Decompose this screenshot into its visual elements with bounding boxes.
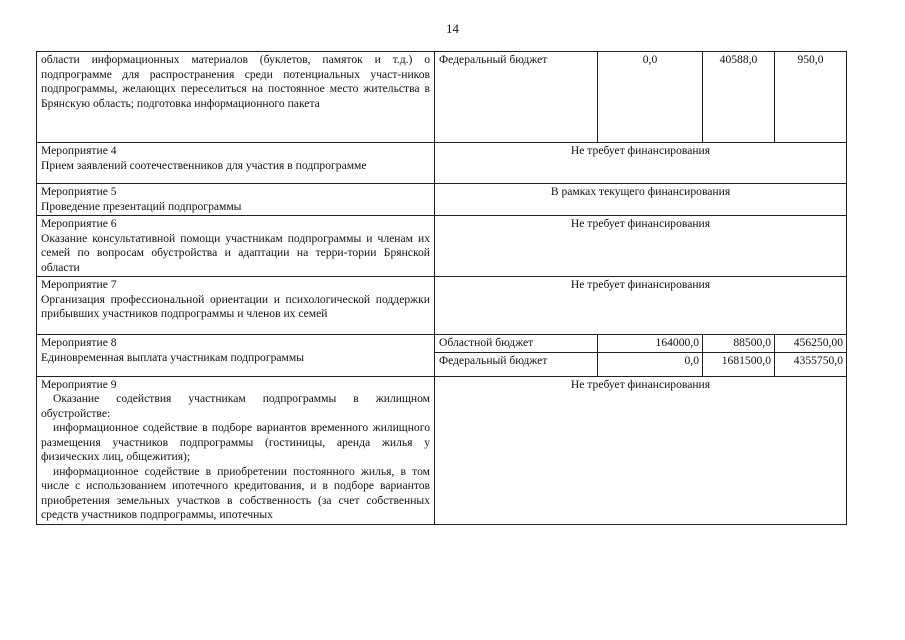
table-row	[37, 376, 847, 524]
amount-cell: 0,0	[598, 52, 703, 143]
measure-title: Мероприятие 6	[41, 217, 117, 230]
measure-title: Мероприятие 5	[41, 185, 117, 198]
table-row	[37, 277, 847, 335]
measure-description	[37, 143, 435, 184]
measure-description	[37, 184, 435, 216]
table-row	[37, 143, 847, 184]
funding-note: Не требует финансирования	[435, 376, 847, 524]
funding-note: Не требует финансирования	[435, 277, 847, 335]
measure-description: области информационных материалов (буклетов, памяток и т.д.) о подпрограмме для распространения среди потенциальных участ-ников подпрограммы, желающих переселиться на постоянное место жительства в Брянскую область; подготовка информационного пакета	[37, 52, 435, 143]
page-number: 14	[446, 21, 459, 36]
measure-text: информационное содействие в подборе вариантов временного жилищного размещения участников подпрограммы (гостиницы, аренда жилья у физических лиц, общежития);	[41, 421, 430, 463]
measure-text: Прием заявлений соотечественников для участия в подпрограмме	[41, 158, 367, 172]
table-row	[37, 184, 847, 216]
table-row	[37, 216, 847, 277]
measure-text: Единовременная выплата участникам подпрограммы	[41, 350, 304, 364]
amount-cell: 164000,0	[598, 335, 703, 353]
measure-text: Организация профессиональной ориентации и психологической поддержки прибывших участников подпрограммы и членов их семей	[41, 292, 430, 320]
measure-title: Мероприятие 4	[41, 144, 117, 157]
measure-title: Мероприятие 9	[41, 377, 117, 391]
measure-title: Мероприятие 7	[41, 278, 117, 291]
program-measures-table	[36, 51, 847, 525]
amount-cell: 4355750,0	[775, 352, 847, 376]
funding-source: Областной бюджет	[435, 335, 598, 353]
amount-cell: 0,0	[598, 352, 703, 376]
measure-description	[37, 335, 435, 377]
measure-text: Проведение презентаций подпрограммы	[41, 199, 242, 213]
table-row	[37, 52, 847, 143]
amount-cell: 456250,00	[775, 335, 847, 353]
measure-description	[37, 216, 435, 277]
measure-text: Оказание содействия участникам подпрограммы в жилищном обустройстве:	[41, 392, 430, 420]
amount-cell: 40588,0	[703, 52, 775, 143]
funding-source: Федеральный бюджет	[435, 52, 598, 143]
measure-title: Мероприятие 8	[41, 336, 117, 349]
measure-text: Оказание консультативной помощи участникам подпрограммы и членам их семей по вопросам обустройства и адаптации на терри-тории Брянской области	[41, 231, 430, 274]
amount-cell: 1681500,0	[703, 352, 775, 376]
funding-note: Не требует финансирования	[435, 143, 847, 184]
funding-source: Федеральный бюджет	[435, 352, 598, 376]
measure-description	[37, 277, 435, 335]
measure-text: информационное содействие в приобретении постоянного жилья, в том числе с использованием ипотечного кредитования, и в подборе вариантов приобретения земельных участков в собственность (за счет собственных средств участников подпрограммы, ипотечных	[41, 464, 430, 521]
measure-description	[37, 376, 435, 524]
table-row	[37, 335, 847, 353]
funding-note: В рамках текущего финансирования	[435, 184, 847, 216]
funding-note: Не требует финансирования	[435, 216, 847, 277]
amount-cell: 88500,0	[703, 335, 775, 353]
amount-cell: 950,0	[775, 52, 847, 143]
